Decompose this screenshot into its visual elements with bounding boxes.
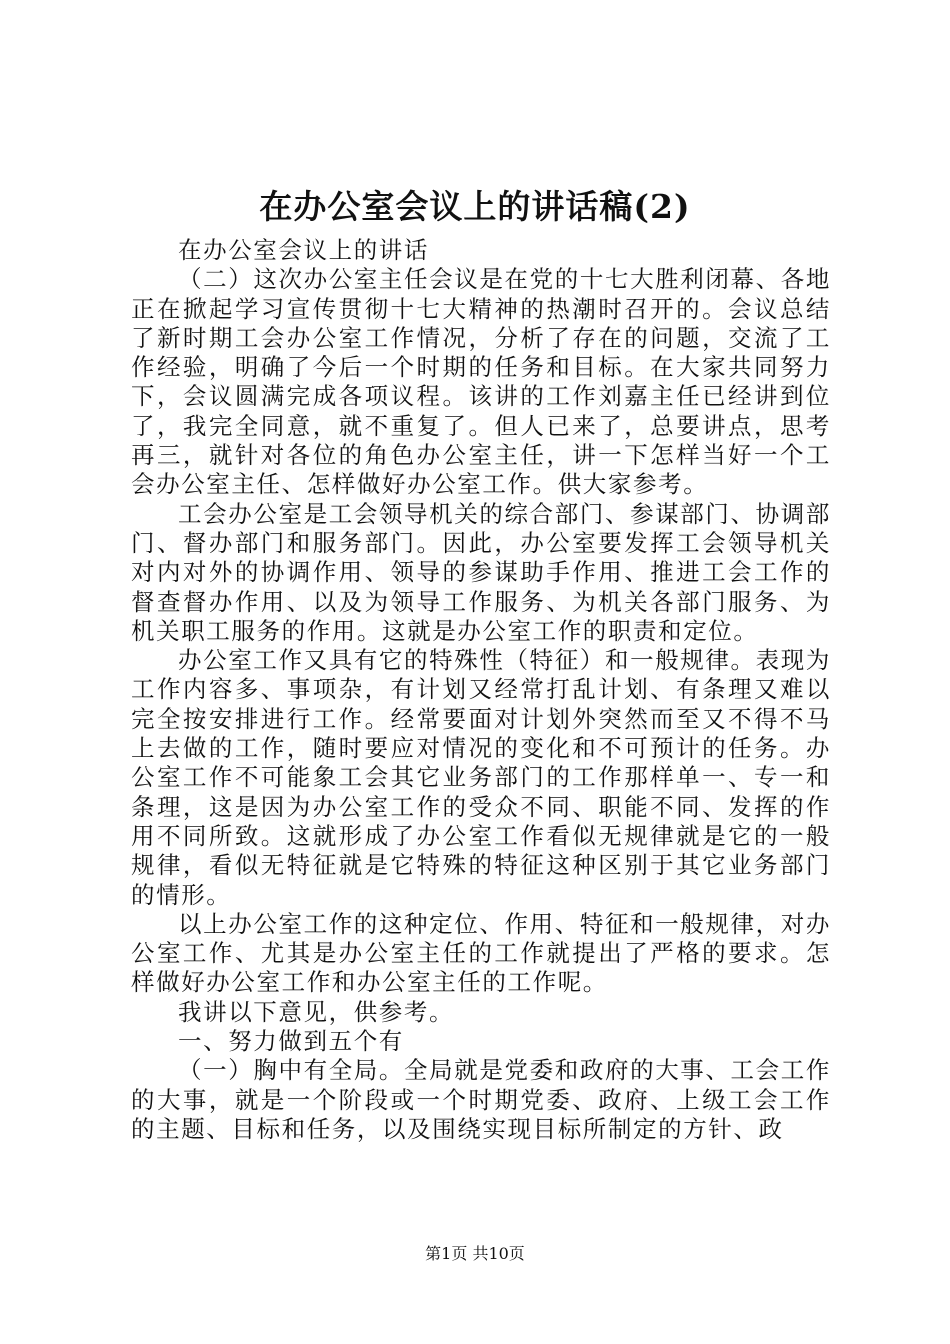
- paragraph: 工会办公室是工会领导机关的综合部门、参谋部门、协调部门、督办部门和服务部门。因此，办公室要发挥工会领导机关对内对外的协调作用、领导的参谋助手作用、推进工会工作的督查督办作用、以及为领导工作服务、为机关各部门服务、为机关职工服务的作用。这就是办公室工作的职责和定位。: [131, 499, 831, 645]
- paragraph: 以上办公室工作的这种定位、作用、特征和一般规律，对办公室工作、尤其是办公室主任的工作就提出了严格的要求。怎样做好办公室工作和办公室主任的工作呢。: [131, 909, 831, 997]
- page-footer: 第1页 共10页: [425, 1244, 525, 1263]
- paragraph: 在办公室会议上的讲话: [178, 236, 429, 264]
- paragraph: 我讲以下意见，供参考。: [178, 997, 455, 1026]
- paragraph: 办公室工作又具有它的特殊性（特征）和一般规律。表现为工作内容多、事项杂，有计划又经常打乱计划、有条理又难以完全按安排进行工作。经常要面对计划外突然而至又不得不马上去做的工作，随时要应对情况的变化和不可预计的任务。办公室工作不可能象工会其它业务部门的工作那样单一、专一和条理，这是因为办公室工作的受众不同、职能不同、发挥的作用不同所致。这就形成了办公室工作看似无规律就是它的一般规律，看似无特征就是它特殊的特征这种区别于其它业务部门的情形。: [131, 646, 831, 909]
- paragraph: 一、努力做到五个有: [178, 1027, 404, 1056]
- document-title: 在办公室会议上的讲话稿(2): [259, 187, 691, 226]
- document-body: [131, 236, 831, 1144]
- paragraph: （一）胸中有全局。全局就是党委和政府的大事、工会工作的大事，就是一个阶段或一个时期党委、政府、上级工会工作的主题、目标和任务，以及围绕实现目标所制定的方针、政: [131, 1056, 831, 1143]
- paragraph: （二）这次办公室主任会议是在党的十七大胜利闭幕、各地正在掀起学习宣传贯彻十七大精神的热潮时召开的。会议总结了新时期工会办公室工作情况，分析了存在的问题，交流了工作经验，明确了今后一个时期的任务和目标。在大家共同努力下，会议圆满完成各项议程。该讲的工作刘嘉主任已经讲到位了，我完全同意，就不重复了。但人已来了，总要讲点，思考再三，就针对各位的角色办公室主任，讲一下怎样当好一个工会办公室主任、怎样做好办公室工作。供大家参考。: [131, 265, 831, 499]
